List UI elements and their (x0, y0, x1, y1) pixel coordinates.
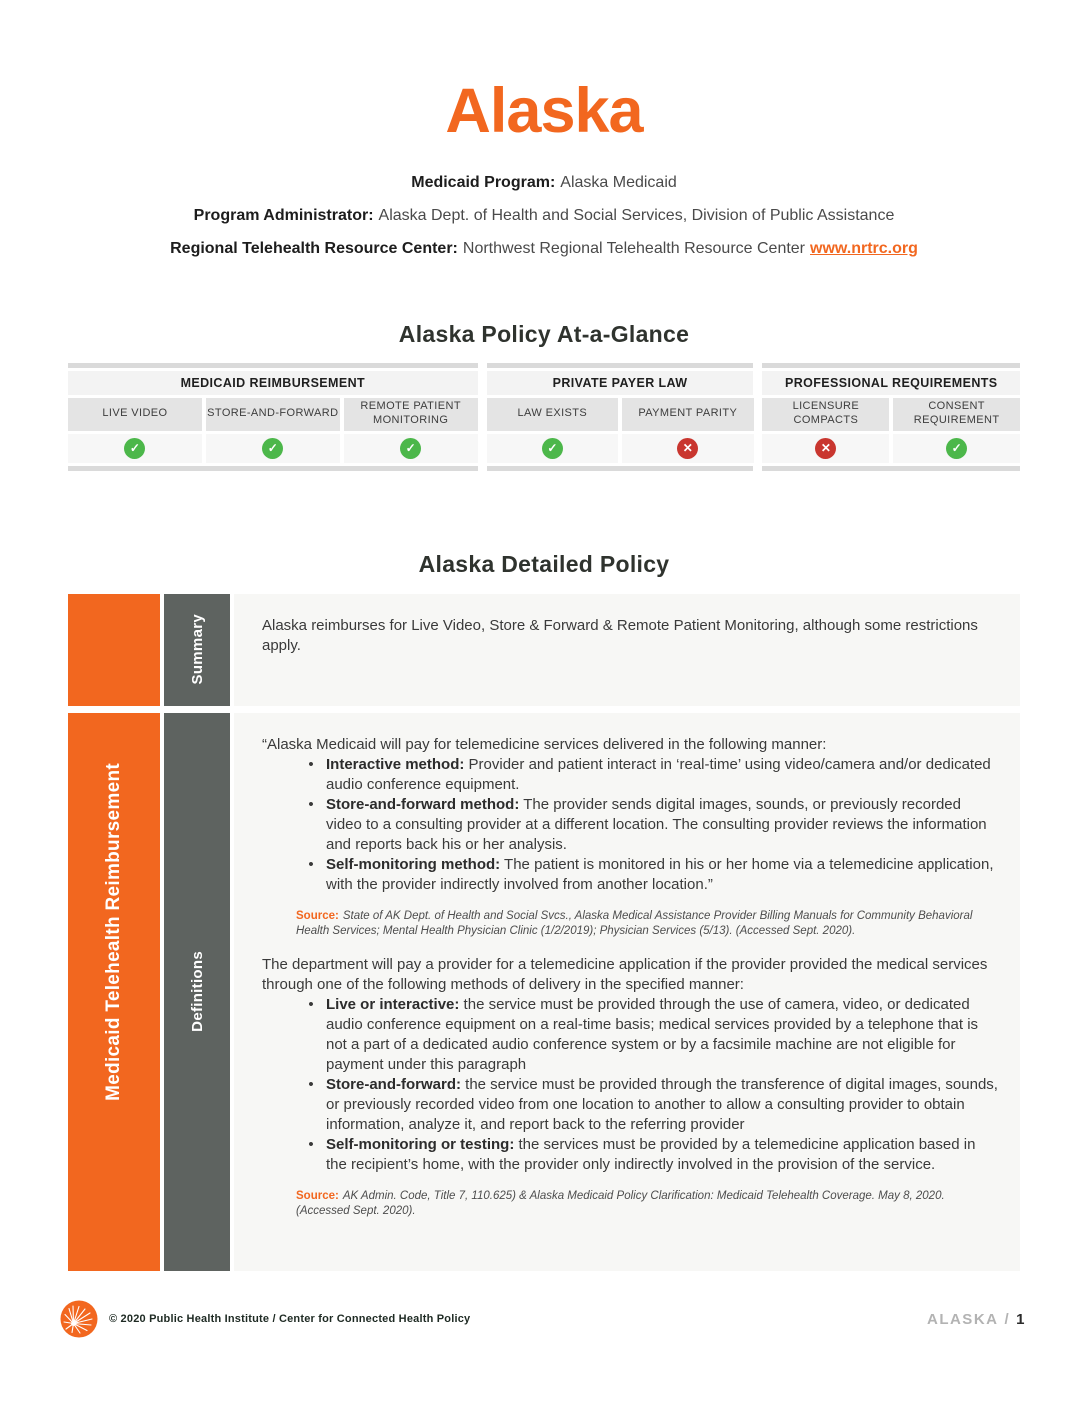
list-item (262, 755, 1002, 795)
check-icon: ✓ (400, 438, 421, 459)
footer-page-reference (927, 1311, 1026, 1328)
definitions-bullet-list-1 (262, 755, 1002, 895)
summary-text: Alaska reimburses for Live Video, Store & Forward & Remote Patient Monitoring, although some restrictions apply. (262, 616, 978, 654)
status-cell (206, 434, 340, 463)
status-cell (622, 434, 753, 463)
group-header: PRIVATE PAYER LAW (487, 371, 754, 395)
group-header: PROFESSIONAL REQUIREMENTS (762, 371, 1020, 395)
status-row (487, 434, 754, 463)
col-store-and-forward: STORE-AND-FORWARD (206, 398, 340, 431)
definitions-paragraph-2: The department will pay a provider for a telemedicine application if the provider provided the medical services through one of the following methods of delivery in the specified manner: (262, 955, 988, 993)
col-live-video: LIVE VIDEO (68, 398, 202, 431)
table-top-bar (487, 363, 754, 368)
summary-row (68, 594, 1020, 706)
col-licensure-compacts: LICENSURE COMPACTS (762, 398, 889, 431)
footer-separator: / (1004, 1310, 1011, 1328)
definitions-row (68, 713, 1020, 1271)
source-citation-1 (296, 909, 984, 939)
meta-label: Program Administrator: (193, 207, 374, 225)
category-bar-segment (68, 713, 160, 1271)
meta-value: Alaska Medicaid (560, 174, 677, 191)
summary-tab-label: Summary (188, 614, 206, 685)
summary-tab (164, 594, 230, 706)
source-label: Source: (296, 1189, 339, 1202)
list-item (262, 1135, 1002, 1175)
footer-left (60, 1300, 470, 1338)
at-a-glance-heading: Alaska Policy At-a-Glance (398, 320, 690, 347)
category-bar-segment (68, 594, 160, 706)
table-bottom-bar (487, 466, 754, 471)
nrtrc-link[interactable]: www.nrtrc.org (810, 240, 918, 258)
col-law-exists: LAW EXISTS (487, 398, 618, 431)
detailed-policy-section (68, 551, 1020, 1271)
bullet-icon: • (308, 1075, 314, 1093)
list-item (262, 995, 1002, 1075)
footer-page-number: 1 (1016, 1310, 1026, 1328)
list-item (262, 795, 1002, 855)
col-consent-requirement: CONSENT REQUIREMENT (893, 398, 1020, 431)
source-text: AK Admin. Code, Title 7, 110.625) & Alaska Medicaid Policy Clarification: Medicaid Telehealth Coverage. May 8, 2020. (Accessed Sept. 2020). (296, 1189, 945, 1217)
meta-value: Northwest Regional Telehealth Resource Center (462, 240, 806, 258)
status-cell (344, 434, 478, 463)
col-remote-patient-monitoring: REMOTE PATIENT MONITORING (344, 398, 478, 431)
check-icon: ✓ (262, 438, 283, 459)
table-top-bar (762, 363, 1020, 368)
definitions-content (234, 713, 1020, 1271)
list-item (262, 1075, 1002, 1135)
detailed-policy-heading: Alaska Detailed Policy (418, 550, 670, 577)
bullet-icon: • (308, 755, 314, 773)
bullet-text: Self-monitoring method: The patient is monitored in his or her home via a telemedicine application, with the provider indirectly involved from another location.” (326, 855, 994, 893)
page-title: Alaska (445, 76, 643, 146)
col-payment-parity: PAYMENT PARITY (622, 398, 753, 431)
bullet-text: Store-and-forward method: The provider sends digital images, sounds, or previously recorded video to a consulting provider at a different location. The consulting provider reviews the information and reports back his or her analysis. (326, 795, 987, 853)
cross-icon: ✕ (815, 438, 836, 459)
footer-state-label: ALASKA (926, 1310, 999, 1328)
definitions-intro: “Alaska Medicaid will pay for telemedicine services delivered in the following manner: (262, 735, 827, 753)
status-cell (68, 434, 202, 463)
subheader-row (68, 398, 478, 431)
source-text: State of AK Dept. of Health and Social Svcs., Alaska Medical Assistance Provider Billing Manuals for Community Behavioral Health Services; Mental Health Physician Clinic (1/2/2019); Physician Services (5/13). (Accessed Sept. 2020). (296, 909, 973, 937)
status-row (68, 434, 478, 463)
definitions-tab-label: Definitions (188, 951, 206, 1032)
bullet-text: Live or interactive: the service must be provided through the use of camera, video, or dedicated audio conference equipment on a real-time basis; medical services provided by a telephone that is not a part of a dedicated audio conference system or by a facsimile machine are not eligible for payment under this paragraph (326, 995, 979, 1073)
meta-medicaid-program (68, 173, 1020, 192)
policy-at-a-glance-section (68, 321, 1020, 471)
group-medicaid-reimbursement (68, 363, 478, 471)
source-label: Source: (296, 909, 339, 922)
at-a-glance-table (68, 363, 1020, 471)
group-header: MEDICAID REIMBURSEMENT (68, 371, 478, 395)
bullet-icon: • (308, 795, 314, 813)
category-bar-label: Medicaid Telehealth Reimbursement (103, 763, 124, 1102)
meta-resource-center (68, 239, 1020, 258)
table-bottom-bar (762, 466, 1020, 471)
definitions-bullet-list-2 (262, 995, 1002, 1175)
subheader-row (762, 398, 1020, 431)
status-row (762, 434, 1020, 463)
cchp-sunburst-logo-icon (60, 1300, 98, 1338)
bullet-text: Interactive method: Provider and patient interact in ‘real-time’ using video/camera and/or dedicated audio conference equipment. (326, 755, 991, 793)
bullet-text: Store-and-forward: the service must be provided through the transference of digital images, sounds, or previously recorded video from one location to another to allow a consulting provider to obtain information, analyze it, and report back to the referring provider (326, 1075, 998, 1133)
detailed-policy-block (68, 594, 1020, 1271)
list-item (262, 855, 1002, 895)
bullet-text: Self-monitoring or testing: the services must be provided by a telemedicine application based in the recipient’s home, with the provider only indirectly involved in the provision of the service. (326, 1135, 976, 1173)
group-private-payer-law (487, 363, 754, 471)
bullet-icon: • (308, 995, 314, 1013)
check-icon: ✓ (124, 438, 145, 459)
meta-program-administrator (68, 206, 1020, 225)
cross-icon: ✕ (677, 438, 698, 459)
table-bottom-bar (68, 466, 478, 471)
status-cell (487, 434, 618, 463)
bullet-icon: • (308, 855, 314, 873)
copyright-text: © 2020 Public Health Institute / Center for Connected Health Policy (109, 1313, 471, 1325)
header-meta (68, 173, 1020, 259)
bullet-icon: • (308, 1135, 314, 1153)
status-cell (762, 434, 889, 463)
document-header (68, 0, 1020, 259)
meta-label: Regional Telehealth Resource Center: (170, 240, 458, 258)
check-icon: ✓ (946, 438, 967, 459)
definitions-tab (164, 713, 230, 1271)
subheader-row (487, 398, 754, 431)
meta-label: Medicaid Program: (411, 174, 556, 191)
meta-value: Alaska Dept. of Health and Social Services, Division of Public Assistance (378, 207, 895, 225)
check-icon: ✓ (542, 438, 563, 459)
group-professional-requirements (762, 363, 1020, 471)
table-top-bar (68, 363, 478, 368)
status-cell (893, 434, 1020, 463)
page-footer (60, 1300, 1026, 1338)
source-citation-2 (296, 1189, 984, 1219)
summary-content (234, 594, 1020, 706)
